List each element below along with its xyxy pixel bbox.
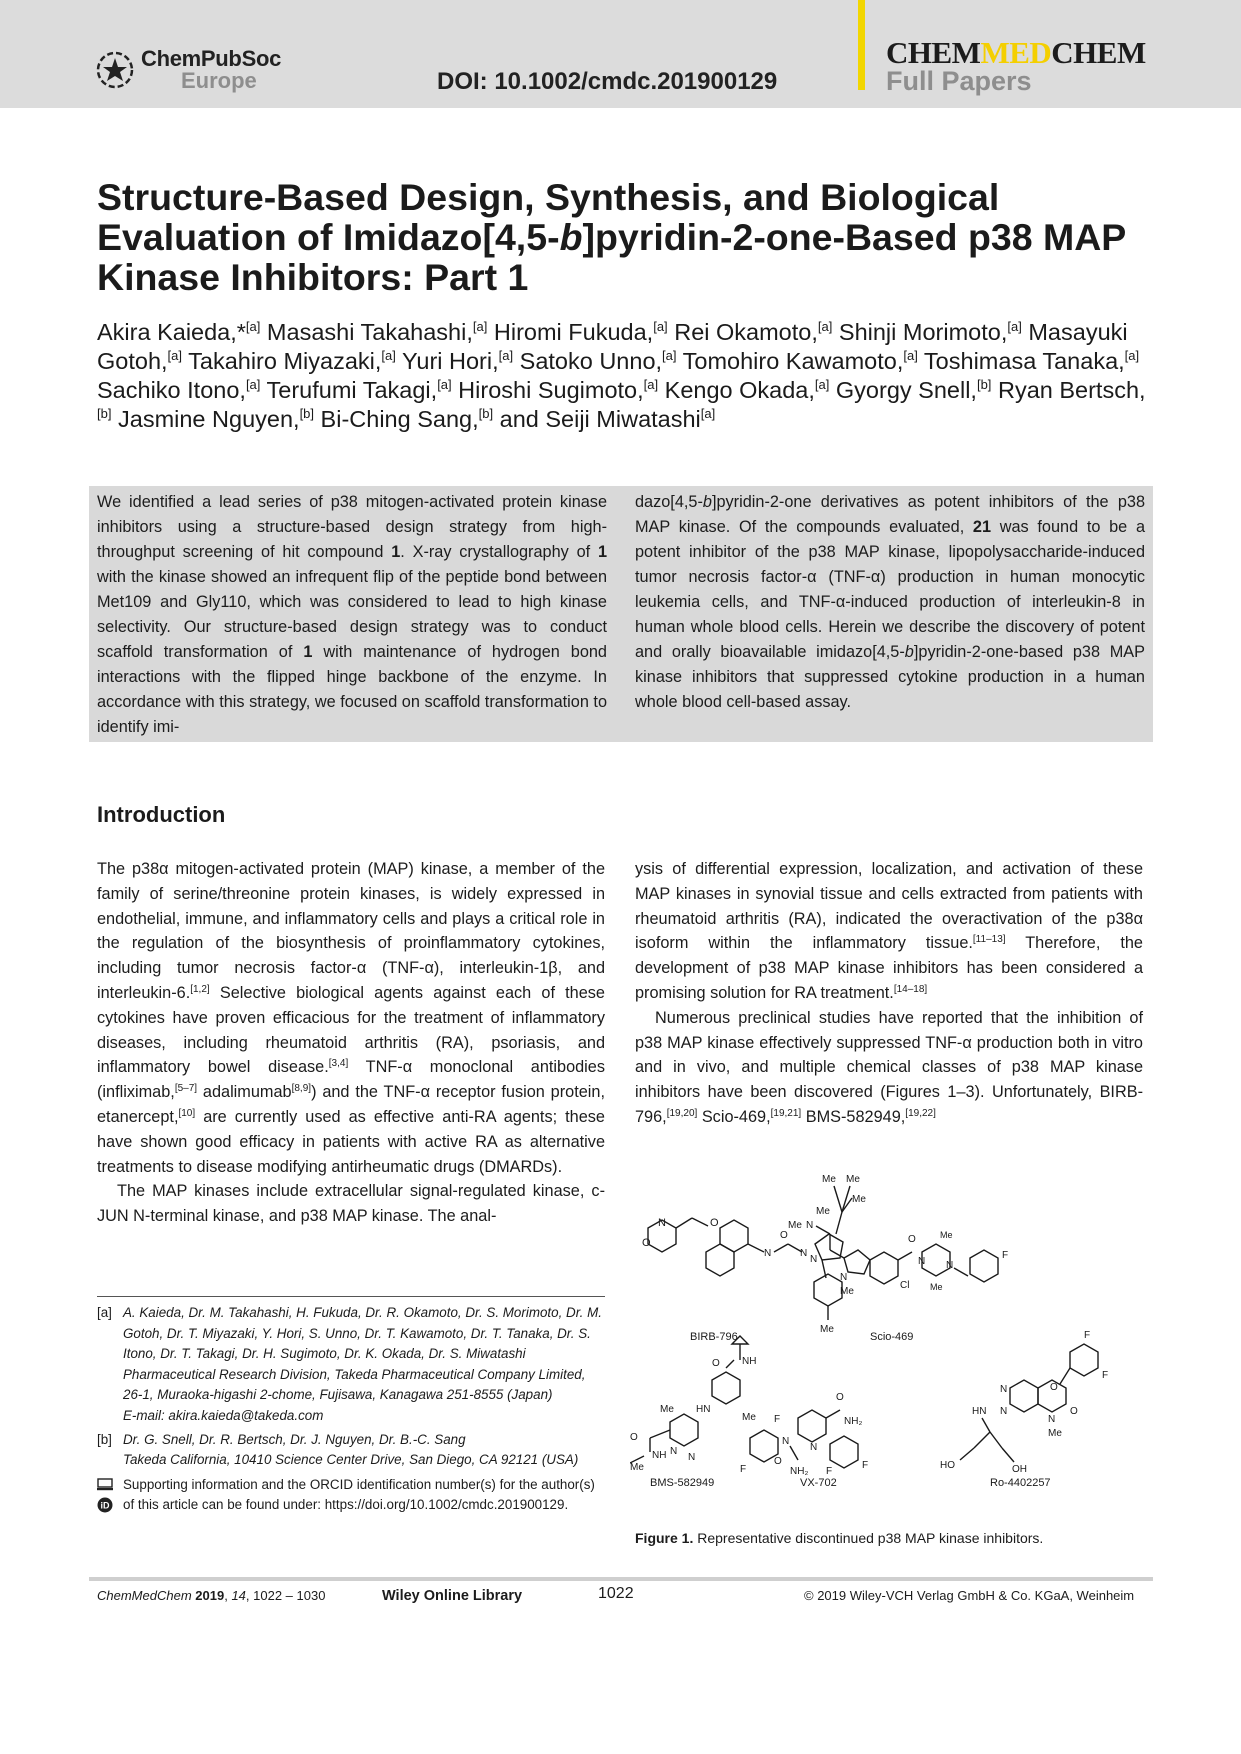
svg-text:O: O: [836, 1392, 844, 1403]
svg-text:N: N: [810, 1442, 818, 1453]
svg-text:N: N: [658, 1217, 666, 1229]
footnote-divider: [97, 1296, 605, 1297]
birb-796-structure: [642, 1174, 866, 1343]
svg-text:Me: Me: [742, 1412, 756, 1423]
svg-text:N: N: [1000, 1384, 1008, 1395]
svg-text:O: O: [712, 1358, 720, 1369]
svg-text:NH: NH: [652, 1450, 667, 1461]
footer-copyright: © 2019 Wiley-VCH Verlag GmbH & Co. KGaA, Weinheim: [804, 1588, 1135, 1603]
journal-logo-part3: CHEM: [1051, 35, 1146, 70]
svg-text:Me: Me: [820, 1324, 834, 1335]
footer-journal-reference: ChemMedChem 2019, 14, 1022 – 1030: [97, 1588, 326, 1603]
footnote-a: [97, 1303, 607, 1427]
logo-sub-text: Europe: [181, 68, 257, 93]
svg-text:F: F: [774, 1414, 781, 1425]
svg-text:F: F: [1084, 1330, 1091, 1341]
svg-text:N: N: [810, 1254, 818, 1265]
svg-text:Me: Me: [660, 1404, 674, 1415]
svg-text:NH: NH: [742, 1356, 757, 1367]
svg-text:Me: Me: [930, 1282, 943, 1292]
introduction-heading: Introduction: [97, 802, 226, 827]
svg-text:N: N: [670, 1446, 678, 1457]
svg-text:N: N: [688, 1452, 696, 1463]
figure-1-caption: [635, 1530, 1043, 1546]
page-number: 1022: [598, 1585, 634, 1602]
body-right-column: [635, 857, 1143, 1130]
section-type: Full Papers: [886, 66, 1032, 96]
footnote-b-label: [b]: [97, 1431, 112, 1447]
footnote-a-email[interactable]: E-mail: akira.kaieda@takeda.com: [123, 1407, 324, 1423]
svg-text:O: O: [908, 1234, 916, 1245]
svg-text:O: O: [710, 1217, 719, 1229]
bms-582949-label: BMS-582949: [650, 1477, 715, 1489]
figure-1-structures: [630, 1168, 1150, 1508]
body-left-column: [97, 857, 605, 1229]
chempubsoc-logo[interactable]: [95, 48, 281, 92]
svg-text:O: O: [1050, 1382, 1058, 1393]
bms-582949-structure: [630, 1336, 756, 1489]
figure-1-caption-label: Figure 1.: [635, 1530, 694, 1546]
svg-text:Me: Me: [816, 1206, 830, 1217]
footnote-b-names: Dr. G. Snell, Dr. R. Bertsch, Dr. J. Nguyen, Dr. B.-C. Sang: [123, 1431, 466, 1447]
supporting-info-note: [97, 1475, 607, 1516]
intro-paragraph-3: Numerous preclinical studies have reported that the inhibition of p38 MAP kinase effectively suppressed TNF-α production both in vitro and in vivo, and multiple chemical classes of p38 MAP kinase inhibitors have been discovered (Figures 1–3). Unfortunately, BIRB-796,[19,20] Scio-469,[19,21] BMS-582949,[19,22]: [635, 1008, 1143, 1126]
chempubsoc-star-icon: [95, 50, 135, 90]
svg-text:NH₂: NH₂: [790, 1466, 809, 1477]
intro-paragraph-2: The MAP kinases include extracellular signal-regulated kinase, c-JUN N-terminal kinase, and p38 MAP kinase. The anal-: [97, 1182, 605, 1226]
svg-text:N: N: [946, 1260, 954, 1271]
scio-469-label: Scio-469: [870, 1331, 914, 1343]
wiley-online-library-link[interactable]: Wiley Online Library: [382, 1588, 523, 1604]
author-list: Akira Kaieda,*[a] Masashi Takahashi,[a] Hiromi Fukuda,[a] Rei Okamoto,[a] Shinji Morimoto,[a] Masayuki Gotoh,[a] Takahiro Miyazaki,[a] Yuri Hori,[a] Satoko Unno,[a] Tomohiro Kawamoto,[a] Toshimasa Tanaka,[a] Sachiko Itono,[a] Terufumi Takagi,[a] Hiroshi Sugimoto,[a] Kengo Okada,[a] Gyorgy Snell,[b] Ryan Bertsch,[b] Jasmine Nguyen,[b] Bi-Ching Sang,[b] and Seiji Miwatashi[a]: [97, 319, 1146, 432]
svg-text:F: F: [826, 1466, 833, 1477]
svg-text:HO: HO: [940, 1460, 955, 1471]
footnote-a-names: A. Kaieda, Dr. M. Takahashi, H. Fukuda, Dr. R. Okamoto, Dr. S. Morimoto, Dr. M. Gotoh, Dr. T. Miyazaki, Y. Hori, S. Unno, Dr. T. Kawamoto, Dr. T. Tanaka, Dr. S. Itono, Dr. T. Takagi, Dr. H. Sugimoto, Dr. K. Okada, Dr. S. Miwatashi: [123, 1305, 602, 1362]
svg-text:N: N: [806, 1220, 814, 1231]
computer-icon: [97, 1478, 113, 1491]
abstract-left-column: We identified a lead series of p38 mitogen-activated protein kinase inhibitors using a structure-based design strategy from high-throughput screening of hit compound 1. X-ray crystallography of 1 with the kinase showed an infrequent flip of the peptide bond between Met109 and Gly110, which was considered to lead to high kinase selectivity. Our structure-based design strategy was to conduct scaffold transformation of 1 with maintenance of hydrogen bond interactions with the flipped hinge backbone of the enzyme. In accordance with this strategy, we focused on scaffold transformation to identify imi-: [97, 493, 608, 736]
svg-text:Me: Me: [788, 1220, 802, 1231]
svg-text:N: N: [800, 1248, 808, 1259]
svg-text:F: F: [1102, 1370, 1109, 1381]
footnotes: [97, 1303, 607, 1516]
svg-text:O: O: [630, 1432, 638, 1443]
svg-text:Me: Me: [940, 1230, 953, 1240]
svg-text:Me: Me: [630, 1462, 644, 1473]
journal-logo[interactable]: [886, 37, 1146, 68]
svg-text:Cl: Cl: [900, 1280, 910, 1291]
ro-4402257-structure: [940, 1330, 1108, 1489]
journal-logo-part1: CHEM: [886, 35, 981, 70]
orcid-icon[interactable]: [97, 1497, 113, 1513]
supporting-info-text[interactable]: Supporting information and the ORCID identification number(s) for the author(s) of this article can be found under: https://doi.org/10.1002/cmdc.201900129.: [123, 1476, 595, 1513]
birb-796-label: BIRB-796: [690, 1331, 738, 1343]
svg-text:F: F: [1002, 1250, 1009, 1261]
footnote-a-label: [a]: [97, 1305, 112, 1320]
svg-text:N: N: [782, 1436, 790, 1447]
scio-469-structure: [788, 1206, 1008, 1343]
svg-text:O: O: [642, 1237, 651, 1249]
svg-text:NH₂: NH₂: [844, 1416, 863, 1427]
svg-text:Me: Me: [852, 1194, 866, 1205]
svg-text:HN: HN: [696, 1404, 711, 1415]
svg-text:Me: Me: [840, 1286, 854, 1297]
vx-702-label: VX-702: [800, 1477, 837, 1489]
journal-logo-part2: MED: [980, 35, 1052, 70]
svg-text:Me: Me: [1048, 1428, 1062, 1439]
svg-text:N: N: [840, 1272, 848, 1283]
svg-text:O: O: [774, 1456, 782, 1467]
svg-text:HN: HN: [972, 1406, 987, 1417]
doi-link[interactable]: DOI: 10.1002/cmdc.201900129: [437, 68, 778, 95]
ro-4402257-label: Ro-4402257: [990, 1477, 1051, 1489]
svg-text:iD: iD: [100, 1500, 110, 1511]
intro-paragraph-2-cont: ysis of differential expression, localization, and activation of these MAP kinases in synovial tissue and cells extracted from patients with rheumatoid arthritis (RA), indicated the overactivation of the p38α isoform within the inflammatory tissue.[11–13] Therefore, the development of p38 MAP kinase inhibitors has been considered a promising solution for RA treatment.[14–18]: [635, 860, 1143, 1002]
svg-text:Me: Me: [846, 1174, 860, 1185]
svg-text:Me: Me: [822, 1174, 836, 1185]
svg-text:F: F: [862, 1460, 869, 1471]
abstract-right-column: dazo[4,5-b]pyridin-2-one derivatives as potent inhibitors of the p38 MAP kinase. Of the compounds evaluated, 21 was found to be a potent inhibitor of the p38 MAP kinase, lipopolysaccharide-induced tumor necrosis factor-α (TNF-α) production in human monocytic leukemia cells, and TNF-α-induced production of interleukin-8 in human whole blood cells. Herein we describe the discovery of potent and orally bioavailable imidazo[4,5-b]pyridin-2-one-based p38 MAP kinase inhibitors that suppressed cytokine production in a human whole blood cell-based assay.: [635, 493, 1145, 711]
footnote-a-affiliation: Pharmaceutical Research Division, Takeda Pharmaceutical Company Limited, 26-1, Muraoka-higashi 2-chome, Fujisawa, Kanagawa 251-8555 (Japan): [123, 1366, 586, 1403]
svg-text:N: N: [918, 1256, 926, 1267]
footnote-b-affiliation: Takeda California, 10410 Science Center Drive, San Diego, CA 92121 (USA): [123, 1452, 579, 1468]
footnote-b: [97, 1430, 607, 1471]
svg-text:F: F: [740, 1464, 747, 1475]
vx-702-structure: [740, 1392, 868, 1489]
footer-divider: [89, 1577, 1153, 1581]
svg-text:O: O: [780, 1230, 788, 1241]
figure-1-caption-text: Representative discontinued p38 MAP kinase inhibitors.: [693, 1530, 1044, 1546]
svg-text:N: N: [1048, 1414, 1056, 1425]
article-title: Structure-Based Design, Synthesis, and Biological Evaluation of Imidazo[4,5-b]pyridin-2-one-Based p38 MAP Kinase Inhibitors: Part 1: [97, 176, 1126, 298]
svg-text:N: N: [764, 1248, 772, 1259]
intro-paragraph-1: The p38α mitogen-activated protein (MAP) kinase, a member of the family of serine/threonine protein kinases, is widely expressed in endothelial, immune, and inflammatory cells and plays a critical role in the regulation of the biosynthesis of proinflammatory cytokines, including tumor necrosis factor-α (TNF-α), interleukin-1β, and interleukin-6.[1,2] Selective biological agents against each of these cytokines have proven efficacious for the treatment of inflammatory diseases, including rheumatoid arthritis (RA), psoriasis, and inflammatory bowel disease.[3,4] TNF-α monoclonal antibodies (infliximab,[5–7] adalimumab[8,9]) and the TNF-α receptor fusion protein, etanercept,[10] are currently used as effective anti-RA agents; these have shown good efficacy in patients with active RA as alternative treatments to disease modifying antirheumatic drugs (DMARDs).: [97, 860, 605, 1176]
svg-text:OH: OH: [1012, 1464, 1027, 1475]
svg-text:O: O: [1070, 1406, 1078, 1417]
logo-main-text: ChemPubSoc: [141, 46, 282, 71]
svg-text:N: N: [1000, 1406, 1008, 1417]
journal-accent-bar: [858, 0, 865, 90]
